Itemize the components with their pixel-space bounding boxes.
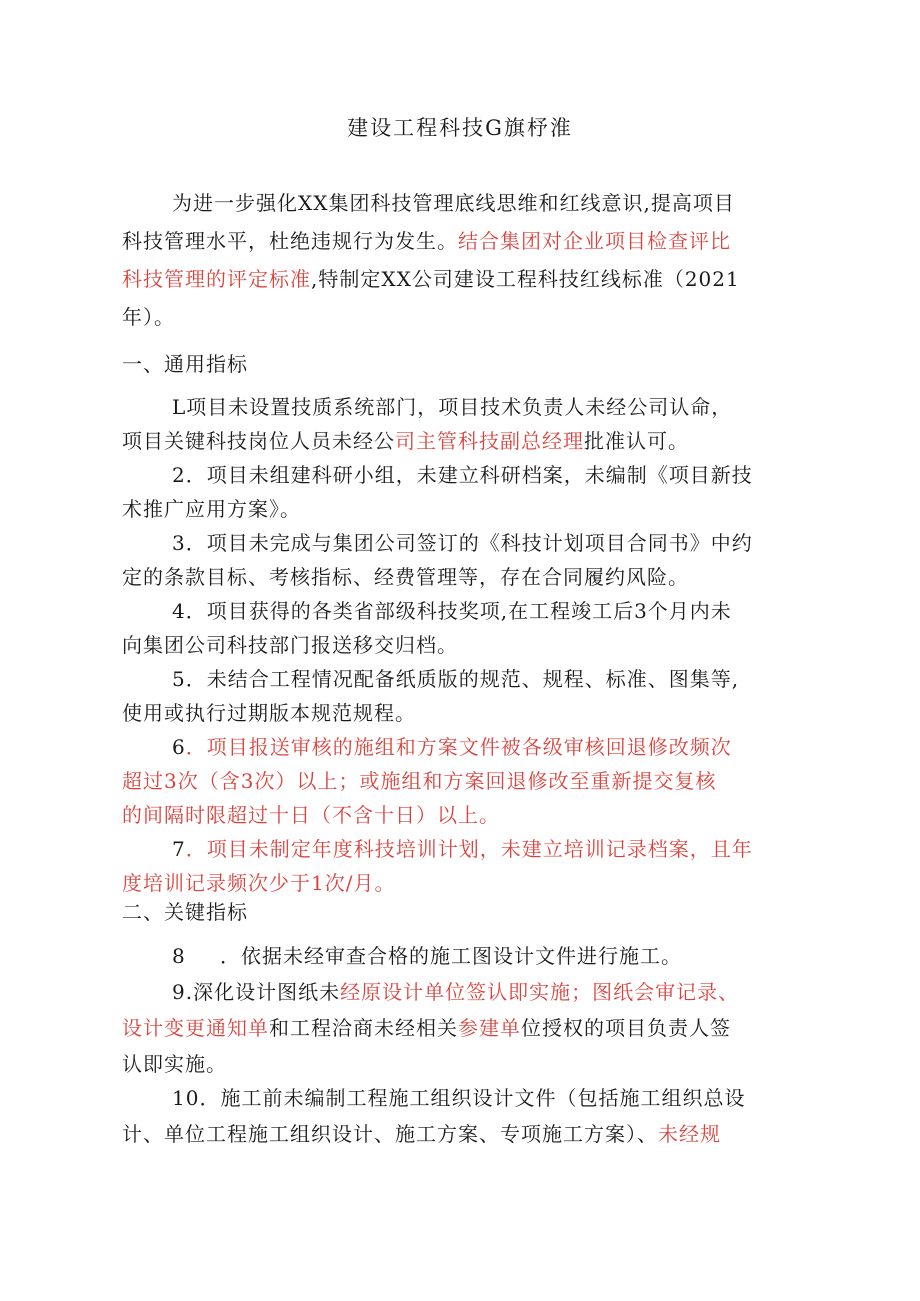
intro-line-1: 为进一步强化XX集团科技管理底线思维和红线意识,提高项目 [172,191,735,215]
item-line: 向集团公司科技部门报送移交归档。 [122,633,458,657]
intro-paragraph [122,184,802,336]
key-items-list [122,938,802,1082]
item-highlight: 设计变更通知单 [122,1016,269,1040]
list-item [122,974,802,1082]
item-highlight: 未经规 [658,1122,721,1146]
item-text: 和工程洽商未经相关 [269,1016,458,1040]
list-item [122,1080,802,1152]
item-line [122,974,802,1010]
intro-line-3 [122,260,802,298]
item-line: 定的条款目标、考核指标、经费管理等，存在合同履约风险。 [122,565,689,589]
intro-line-4: 年）。 [122,305,175,329]
list-item [122,390,802,458]
item-line: 5．未结合工程情况配备纸质版的规范、规程、标准、图集等, [172,667,740,691]
item-line: 认即实施。 [122,1052,227,1076]
item-line: 的间隔时限超过十日（不含十日）以上。 [122,803,500,827]
list-item [122,458,802,526]
section-heading-key: 二、关键指标 [122,900,248,924]
item-text: 计、单位工程施工组织设计、施工方案、专项施工方案）、 [122,1122,658,1146]
item-line [122,938,802,974]
item-line [122,424,802,458]
item-highlight: 参建单 [458,1016,521,1040]
list-item [122,832,802,900]
item-highlight: ．项目未制定年度科技培训计划，未建立培训记录档案，且年 [185,837,753,861]
item-line: 2．项目未组建科研小组，未建立科研档案，未编制《项目新技 [172,463,753,487]
item-line: 超过3次（含3次）以上；或施组和方案回退修改至重新提交复核 [122,769,717,793]
item-line: 3．项目未完成与集团公司签订的《科技计划项目合同书》中约 [172,531,753,555]
item-highlight: 经原设计单位签认即实施；图纸会审记录、 [340,980,740,1004]
item-line: L项目未设置技质系统部门，项目技术负责人未经公司认命， [172,395,733,419]
general-items-list [122,390,802,900]
list-item [122,938,802,974]
item-text: ．依据未经审查合格的施工图设计文件进行施工。 [220,944,682,968]
item-number: 8 [172,944,186,968]
list-item [122,526,802,594]
intro-text: ,特制定XX公司建设工程科技红线标准（2021 [311,267,740,291]
document-title: 建设工程科技G旗杼淮 [347,116,573,140]
item-text: 项目关键科技岗位人员未经公 [122,429,395,453]
item-highlight: ．项目报送审核的施组和方案文件被各级审核回退修改频次 [185,735,732,759]
item-number: 7 [172,837,186,861]
intro-text: 科技管理水平，杜绝违规行为发生。 [122,229,458,253]
item-text: 批准认可。 [584,429,689,453]
intro-highlight: 科技管理的评定标准 [122,267,311,291]
item-line: 4．项目获得的各类省部级科技奖项,在工程竣工后3个月内未 [172,599,732,623]
list-item [122,730,802,832]
item-number: 6 [172,735,186,759]
item-line [122,832,802,866]
list-item [122,594,802,662]
item-line: 使用或执行过期版本规范规程。 [122,701,416,725]
intro-line-2 [122,222,802,260]
intro-highlight: 结合集团对企业项目检查评比 [458,229,731,253]
item-line: 10．施工前未编制工程施工组织设计文件（包括施工组织总设 [172,1086,746,1110]
item-line: 度培训记录频次少于1次/月。 [122,871,396,895]
list-item [122,662,802,730]
item-highlight: 司主管科技副总经理 [395,429,584,453]
item-line [122,1010,802,1046]
item-line [122,1116,802,1152]
section-heading-general: 一、通用指标 [122,352,248,376]
item-line: 术推广应用方案》。 [122,497,301,521]
item-text: 位授权的项目负责人签 [521,1016,731,1040]
item-text: 9.深化设计图纸未 [172,980,341,1004]
item-line [122,730,802,764]
